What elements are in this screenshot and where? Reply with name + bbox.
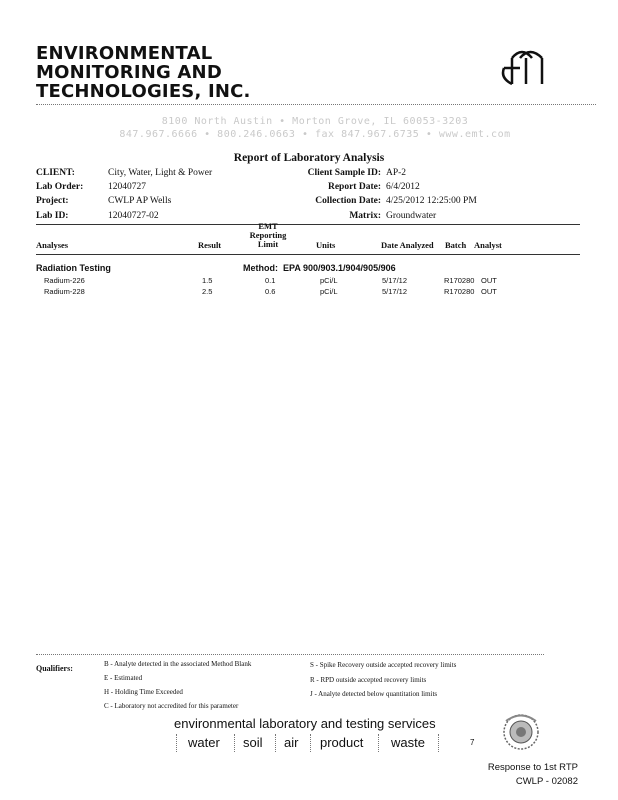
- units-cell: pCi/L: [320, 287, 338, 296]
- table-header-rule: [36, 254, 580, 255]
- col-reporting-limit-line-2: Reporting: [249, 230, 287, 240]
- header-divider: [36, 104, 596, 105]
- client-value: City, Water, Light & Power: [108, 168, 213, 178]
- qualifier-h: H - Holding Time Exceeded: [104, 688, 183, 696]
- accreditation-seal-icon: [500, 712, 542, 752]
- lab-order-label: Lab Order:: [36, 182, 84, 192]
- report-title: Report of Laboratory Analysis: [233, 152, 385, 164]
- result-cell: 1.5: [202, 276, 213, 285]
- col-batch: Batch: [445, 240, 467, 250]
- footer-item-product: product: [320, 735, 364, 750]
- analyte-cell: Radium-226: [44, 276, 85, 285]
- col-result: Result: [198, 240, 222, 250]
- qualifier-e: E - Estimated: [104, 674, 143, 682]
- qualifier-r: R - RPD outside accepted recovery limits: [310, 676, 427, 684]
- services-tagline: environmental laboratory and testing services: [174, 716, 436, 731]
- report-date-label: Report Date:: [327, 182, 381, 192]
- col-units: Units: [316, 240, 336, 250]
- analyte-cell: Radium-228: [44, 287, 85, 296]
- method-label: Method:: [243, 263, 278, 273]
- table-row: [0, 287, 618, 298]
- client-sample-id-value: AP-2: [386, 168, 407, 178]
- batch-cell: R170280: [444, 287, 475, 296]
- qualifier-b: B - Analyte detected in the associated Method Blank: [104, 660, 252, 668]
- qualifiers-rule: [36, 654, 544, 655]
- company-address: 8100 North Austin • Morton Grove, IL 60053-3203: [161, 116, 469, 127]
- limit-cell: 0.1: [265, 276, 276, 285]
- lab-id-value: 12040727-02: [108, 211, 159, 221]
- lab-id-label: Lab ID:: [36, 211, 69, 221]
- method-value: EPA 900/903.1/904/905/906: [283, 263, 396, 273]
- qualifier-c: C - Laboratory not accredited for this parameter: [104, 702, 239, 710]
- footer-item-air: air: [284, 735, 299, 750]
- footer-separator: [275, 734, 276, 752]
- report-date-value: 6/4/2012: [386, 182, 420, 192]
- company-name-line-1: ENVIRONMENTAL: [36, 43, 213, 64]
- response-label: Response to 1st RTP: [487, 762, 578, 773]
- analyst-cell: OUT: [481, 287, 497, 296]
- matrix-label: Matrix:: [349, 211, 381, 221]
- client-sample-id-label: Client Sample ID:: [307, 168, 381, 178]
- qualifier-j: J - Analyte detected below quantitation limits: [310, 690, 438, 698]
- footer-item-waste: waste: [391, 735, 425, 750]
- company-name-line-2: MONITORING AND: [36, 62, 222, 83]
- col-date-analyzed: Date Analyzed: [381, 240, 434, 250]
- company-contact: 847.967.6666 • 800.246.0663 • fax 847.967.6735 • www.emt.com: [119, 129, 511, 140]
- result-cell: 2.5: [202, 287, 213, 296]
- date-cell: 5/17/12: [382, 287, 408, 296]
- collection-date-value: 4/25/2012 12:25:00 PM: [386, 196, 477, 206]
- emt-logo-icon: [498, 44, 552, 92]
- company-name-line-3: TECHNOLOGIES, INC.: [36, 81, 251, 102]
- table-top-rule: [36, 224, 580, 225]
- section-title: Radiation Testing: [36, 263, 111, 273]
- table-row: [0, 276, 618, 287]
- lab-order-value: 12040727: [108, 182, 146, 192]
- footer-separator: [378, 734, 379, 752]
- footer-separator: [310, 734, 311, 752]
- document-number: CWLP - 02082: [515, 776, 578, 787]
- footer-separator: [234, 734, 235, 752]
- col-reporting-limit-line-3: Limit: [257, 239, 279, 249]
- matrix-value: Groundwater: [386, 211, 437, 221]
- limit-cell: 0.6: [265, 287, 276, 296]
- footer-separator: [176, 734, 177, 752]
- client-label: CLIENT:: [36, 168, 75, 178]
- collection-date-label: Collection Date:: [315, 196, 381, 206]
- col-analyst: Analyst: [474, 240, 502, 250]
- qualifiers-label: Qualifiers:: [36, 664, 73, 673]
- date-cell: 5/17/12: [382, 276, 408, 285]
- company-name: [36, 44, 251, 101]
- col-analyses: Analyses: [36, 240, 69, 250]
- page-number: 7: [470, 738, 475, 747]
- col-reporting-limit-line-1: EMT: [258, 221, 278, 231]
- analyst-cell: OUT: [481, 276, 497, 285]
- col-reporting-limit: [240, 222, 296, 249]
- footer-item-soil: soil: [243, 735, 263, 750]
- batch-cell: R170280: [444, 276, 475, 285]
- footer-item-water: water: [188, 735, 220, 750]
- qualifier-s: S - Spike Recovery outside accepted recovery limits: [310, 661, 457, 669]
- project-label: Project:: [36, 196, 69, 206]
- project-value: CWLP AP Wells: [108, 196, 172, 206]
- footer-separator: [438, 734, 439, 752]
- units-cell: pCi/L: [320, 276, 338, 285]
